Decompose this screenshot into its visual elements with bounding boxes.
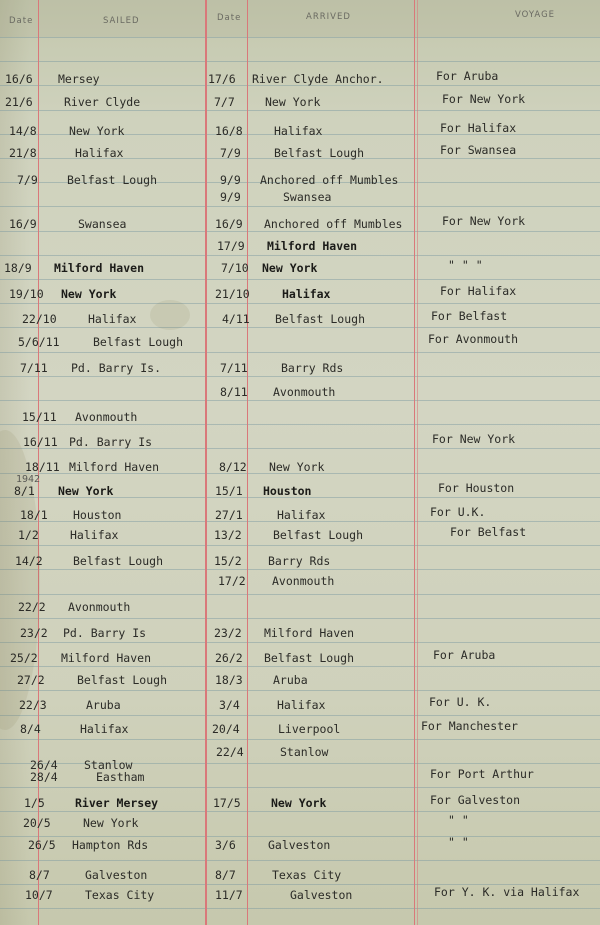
sail-date: 23/2 bbox=[20, 626, 48, 640]
ruled-line bbox=[0, 715, 600, 716]
arrived-port: Houston bbox=[263, 484, 312, 498]
sailed-port: Swansea bbox=[78, 217, 127, 231]
arrived-port: Barry Rds bbox=[268, 554, 331, 568]
header-arrived: ARRIVED bbox=[306, 12, 351, 22]
sailed-port: Pd. Barry Is bbox=[69, 435, 153, 449]
sailed-port: Hampton Rds bbox=[72, 838, 149, 852]
arrived-port: Belfast Lough bbox=[274, 146, 365, 160]
voyage-note: For Port Arthur bbox=[430, 767, 534, 781]
voyage-note: For Belfast bbox=[431, 309, 508, 323]
arrived-port: Belfast Lough bbox=[264, 651, 355, 665]
year-note: 1942 bbox=[16, 474, 41, 485]
sailed-port: New York bbox=[61, 287, 117, 301]
sail-date: 16/11 bbox=[23, 435, 58, 449]
sailed-port: Belfast Lough bbox=[77, 673, 168, 687]
sail-date: 21/8 bbox=[9, 146, 37, 160]
voyage-note: For Houston bbox=[438, 481, 515, 495]
arrived-port: Halifax bbox=[282, 287, 331, 301]
ruled-line bbox=[0, 231, 600, 232]
arrived-port: Belfast Lough bbox=[275, 312, 366, 326]
arrived-port: Aruba bbox=[273, 673, 308, 687]
ruled-line bbox=[0, 61, 600, 62]
arrival-date: 7/11 bbox=[220, 361, 248, 375]
arrived-port: New York bbox=[262, 261, 318, 275]
voyage-note: For New York bbox=[432, 432, 516, 446]
sailed-port: Belfast Lough bbox=[67, 173, 158, 187]
arrival-date: 13/2 bbox=[214, 528, 242, 542]
ruled-line bbox=[0, 569, 600, 570]
arrived-port: Avonmouth bbox=[273, 385, 336, 399]
arrived-port: Halifax bbox=[274, 124, 323, 138]
sailed-port: Milford Haven bbox=[69, 460, 160, 474]
sailed-column-line bbox=[205, 0, 207, 925]
ruled-line bbox=[0, 860, 600, 861]
ruled-line bbox=[0, 642, 600, 643]
ruled-line bbox=[0, 303, 600, 304]
sailed-port: Houston bbox=[73, 508, 122, 522]
voyage-note: " " " bbox=[448, 258, 483, 272]
arrival-date: 17/5 bbox=[213, 796, 241, 810]
sail-date: 8/1 bbox=[14, 484, 35, 498]
arrival-date: 4/11 bbox=[222, 312, 250, 326]
sailed-port: Avonmouth bbox=[68, 600, 131, 614]
arrival-date: 21/10 bbox=[215, 287, 250, 301]
sail-date: 14/8 bbox=[9, 124, 37, 138]
ruled-line bbox=[0, 787, 600, 788]
sail-date: 16/6 bbox=[5, 72, 33, 86]
sail-date: 8/4 bbox=[20, 722, 41, 736]
voyage-note: For Manchester bbox=[421, 719, 518, 733]
ruled-line bbox=[0, 690, 600, 691]
sailed-port: River Clyde bbox=[64, 95, 141, 109]
sail-date: 26/5 bbox=[28, 838, 56, 852]
arrival-date: 11/7 bbox=[215, 888, 243, 902]
sailed-port: Halifax bbox=[70, 528, 119, 542]
arrival-date: 7/9 bbox=[220, 146, 241, 160]
ruled-line bbox=[0, 400, 600, 401]
arrival-date: 7/7 bbox=[214, 95, 235, 109]
ruled-line bbox=[0, 206, 600, 207]
sailed-port: Eastham bbox=[96, 770, 145, 784]
arrived-port: Stanlow bbox=[280, 745, 329, 759]
voyage-note: For Galveston bbox=[430, 793, 521, 807]
sail-date: 10/7 bbox=[25, 888, 53, 902]
arrived-port: Texas City bbox=[272, 868, 342, 882]
arrival-date: 15/1 bbox=[215, 484, 243, 498]
arrived-port: Anchored off Mumbles bbox=[264, 217, 403, 231]
sailed-port: Aruba bbox=[86, 698, 121, 712]
ruled-line bbox=[0, 279, 600, 280]
sail-date: 22/10 bbox=[22, 312, 57, 326]
sailed-port: Halifax bbox=[80, 722, 129, 736]
sailed-port: Belfast Lough bbox=[73, 554, 164, 568]
arrival-date: 17/2 bbox=[218, 574, 246, 588]
date-arrived-column-line bbox=[247, 0, 248, 925]
sailed-port: Halifax bbox=[75, 146, 124, 160]
arrived-port: Galveston bbox=[290, 888, 353, 902]
sail-date: 18/1 bbox=[20, 508, 48, 522]
ruled-line bbox=[0, 739, 600, 740]
sailed-port: Mersey bbox=[58, 72, 100, 86]
arrival-date: 26/2 bbox=[215, 651, 243, 665]
voyage-note: " " bbox=[448, 835, 469, 849]
arrived-port: River Clyde Anchor. bbox=[252, 72, 384, 86]
arrival-date: 3/6 bbox=[215, 838, 236, 852]
sailed-port: Milford Haven bbox=[54, 261, 145, 275]
sail-date: 26/4 bbox=[30, 758, 58, 772]
arrived-port: Milford Haven bbox=[264, 626, 355, 640]
arrival-date: 8/11 bbox=[220, 385, 248, 399]
arrived-port: Galveston bbox=[268, 838, 331, 852]
ruled-line bbox=[0, 376, 600, 377]
sail-date: 7/11 bbox=[20, 361, 48, 375]
ruled-line bbox=[0, 594, 600, 595]
voyage-note: For Aruba bbox=[436, 69, 499, 83]
sailed-port: Galveston bbox=[85, 868, 148, 882]
sailed-port: Milford Haven bbox=[61, 651, 152, 665]
ruled-line bbox=[0, 811, 600, 812]
arrived-port: New York bbox=[269, 460, 325, 474]
sail-date: 8/7 bbox=[29, 868, 50, 882]
sail-date: 20/5 bbox=[23, 816, 51, 830]
arrived-port: Anchored off Mumbles bbox=[260, 173, 399, 187]
arrival-date: 8/7 bbox=[215, 868, 236, 882]
sail-date: 21/6 bbox=[5, 95, 33, 109]
voyage-note: For New York bbox=[442, 92, 526, 106]
sail-date: 15/11 bbox=[22, 410, 57, 424]
ruled-line bbox=[0, 545, 600, 546]
arrival-date: 23/2 bbox=[214, 626, 242, 640]
arrived-port: Milford Haven bbox=[267, 239, 358, 253]
sail-date: 25/2 bbox=[10, 651, 38, 665]
arrival-date: 15/2 bbox=[214, 554, 242, 568]
sailed-port: New York bbox=[58, 484, 114, 498]
sailed-port: Pd. Barry Is. bbox=[71, 361, 162, 375]
arrived-port: Halifax bbox=[277, 508, 326, 522]
ruled-line bbox=[0, 37, 600, 38]
sail-date: 28/4 bbox=[30, 770, 58, 784]
voyage-note: For Halifax bbox=[440, 121, 517, 135]
arrived-port: Belfast Lough bbox=[273, 528, 364, 542]
arrival-date: 27/1 bbox=[215, 508, 243, 522]
arrival-date: 18/3 bbox=[215, 673, 243, 687]
arrived-port: Liverpool bbox=[278, 722, 341, 736]
sail-date: 5/6/11 bbox=[18, 335, 60, 349]
sail-date: 7/9 bbox=[17, 173, 38, 187]
sailed-port: River Mersey bbox=[75, 796, 159, 810]
sail-date: 22/2 bbox=[18, 600, 46, 614]
arrived-port: Barry Rds bbox=[281, 361, 344, 375]
arrival-date: 9/9 bbox=[220, 190, 241, 204]
arrival-date: 8/12 bbox=[219, 460, 247, 474]
voyage-note: For Halifax bbox=[440, 284, 517, 298]
arrival-date: 16/9 bbox=[215, 217, 243, 231]
sailed-port: Belfast Lough bbox=[93, 335, 184, 349]
header-date-arrived: Date bbox=[217, 13, 242, 23]
sail-date: 14/2 bbox=[15, 554, 43, 568]
arrival-date: 9/9 bbox=[220, 173, 241, 187]
voyage-note: For Y. K. via Halifax bbox=[434, 885, 580, 899]
sail-date: 1/2 bbox=[18, 528, 39, 542]
ruled-line bbox=[0, 352, 600, 353]
voyage-note: For Belfast bbox=[450, 525, 527, 539]
ruled-line bbox=[0, 666, 600, 667]
arrival-date: 3/4 bbox=[219, 698, 240, 712]
ruled-line bbox=[0, 618, 600, 619]
sailed-port: Pd. Barry Is bbox=[63, 626, 147, 640]
sailed-port: Halifax bbox=[88, 312, 137, 326]
header-band bbox=[0, 0, 600, 37]
ruled-line bbox=[0, 327, 600, 328]
arrived-port: New York bbox=[265, 95, 321, 109]
paper-stain bbox=[150, 300, 190, 330]
ruled-line bbox=[0, 255, 600, 256]
sail-date: 19/10 bbox=[9, 287, 44, 301]
header-voyage: VOYAGE bbox=[515, 10, 556, 20]
ruled-line bbox=[0, 110, 600, 111]
arrived-port: Avonmouth bbox=[272, 574, 335, 588]
ruled-line bbox=[0, 836, 600, 837]
arrived-column-line bbox=[414, 0, 415, 925]
voyage-column-line bbox=[417, 0, 418, 925]
voyage-note: For Aruba bbox=[433, 648, 496, 662]
sailed-port: Texas City bbox=[85, 888, 155, 902]
voyage-note: For New York bbox=[442, 214, 526, 228]
sailed-port: New York bbox=[69, 124, 125, 138]
arrived-port: Halifax bbox=[277, 698, 326, 712]
voyage-note: For U. K. bbox=[429, 695, 492, 709]
ruled-line bbox=[0, 908, 600, 909]
sailed-port: Stanlow bbox=[84, 758, 133, 772]
voyage-note: For U.K. bbox=[430, 505, 486, 519]
arrival-date: 16/8 bbox=[215, 124, 243, 138]
ruled-line bbox=[0, 424, 600, 425]
arrived-port: New York bbox=[271, 796, 327, 810]
sail-date: 27/2 bbox=[17, 673, 45, 687]
arrived-port: Swansea bbox=[283, 190, 332, 204]
sail-date: 22/3 bbox=[19, 698, 47, 712]
sail-date: 1/5 bbox=[24, 796, 45, 810]
sail-date: 16/9 bbox=[9, 217, 37, 231]
sailed-port: New York bbox=[83, 816, 139, 830]
voyage-note: For Swansea bbox=[440, 143, 517, 157]
voyage-note: " " bbox=[448, 813, 469, 827]
arrival-date: 7/10 bbox=[221, 261, 249, 275]
sail-date: 18/9 bbox=[4, 261, 32, 275]
header-date-sailed: Date bbox=[9, 16, 34, 26]
sailed-port: Avonmouth bbox=[75, 410, 138, 424]
header-sailed: SAILED bbox=[103, 16, 140, 26]
arrival-date: 20/4 bbox=[212, 722, 240, 736]
arrival-date: 17/9 bbox=[217, 239, 245, 253]
arrival-date: 17/6 bbox=[208, 72, 236, 86]
arrival-date: 22/4 bbox=[216, 745, 244, 759]
voyage-note: For Avonmouth bbox=[428, 332, 519, 346]
sail-date: 18/11 bbox=[25, 460, 60, 474]
